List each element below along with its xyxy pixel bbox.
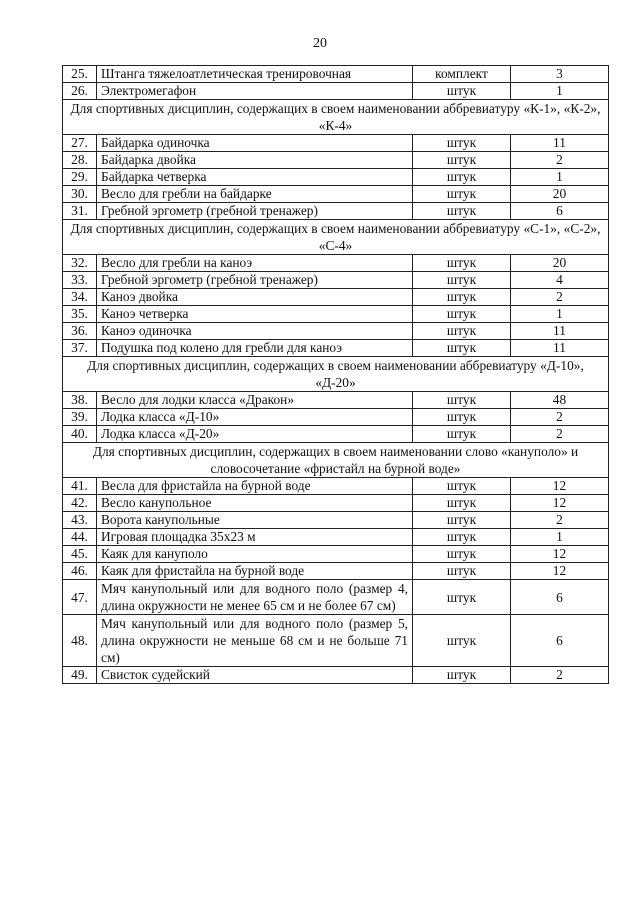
item-unit: штук [413,83,511,100]
section-header: Для спортивных дисциплин, содержащих в своем наименовании аббревиатуру «Д-10», «Д-20» [63,357,609,392]
item-unit: штук [413,135,511,152]
item-quantity: 2 [511,426,609,443]
item-quantity: 2 [511,667,609,684]
item-quantity: 11 [511,323,609,340]
table-row [63,392,609,409]
row-number: 36. [63,323,97,340]
table-row [63,83,609,100]
table-row [63,255,609,272]
section-header: Для спортивных дисциплин, содержащих в своем наименовании аббревиатуру «К-1», «К-2», «К-4» [63,100,609,135]
item-quantity: 6 [511,203,609,220]
item-unit: штук [413,340,511,357]
table-row [63,289,609,306]
item-unit: штук [413,255,511,272]
item-unit: штук [413,409,511,426]
row-number: 32. [63,255,97,272]
table-row [63,306,609,323]
item-unit: комплект [413,66,511,83]
item-quantity: 2 [511,512,609,529]
table-row [63,512,609,529]
row-number: 35. [63,306,97,323]
item-unit: штук [413,478,511,495]
table-row [63,152,609,169]
table-row [63,186,609,203]
row-number: 48. [63,615,97,667]
table-row [63,135,609,152]
table-body [63,66,609,684]
row-number: 46. [63,563,97,580]
item-name: Электромегафон [97,83,413,100]
item-name: Байдарка двойка [97,152,413,169]
item-name: Игровая площадка 35х23 м [97,529,413,546]
item-quantity: 11 [511,340,609,357]
row-number: 30. [63,186,97,203]
item-quantity: 20 [511,186,609,203]
item-name: Лодка класса «Д-20» [97,426,413,443]
row-number: 31. [63,203,97,220]
table-row [63,409,609,426]
row-number: 26. [63,83,97,100]
table-row [63,667,609,684]
item-quantity: 6 [511,580,609,615]
item-unit: штук [413,529,511,546]
item-unit: штук [413,152,511,169]
table-row [63,563,609,580]
item-quantity: 3 [511,66,609,83]
item-unit: штук [413,495,511,512]
item-unit: штук [413,272,511,289]
item-quantity: 12 [511,495,609,512]
item-unit: штук [413,563,511,580]
item-unit: штук [413,306,511,323]
row-number: 39. [63,409,97,426]
table-row [63,426,609,443]
item-name: Каноэ четверка [97,306,413,323]
item-quantity: 2 [511,289,609,306]
item-name: Байдарка четверка [97,169,413,186]
item-quantity: 1 [511,83,609,100]
item-name: Каноэ одиночка [97,323,413,340]
item-unit: штук [413,186,511,203]
row-number: 42. [63,495,97,512]
table-row [63,615,609,667]
item-name: Ворота канупольные [97,512,413,529]
item-unit: штук [413,615,511,667]
section-header: Для спортивных дисциплин, содержащих в своем наименовании слово «кануполо» и словосочетание «фристайл на бурной воде» [63,443,609,478]
row-number: 40. [63,426,97,443]
item-quantity: 2 [511,152,609,169]
item-name: Свисток судейский [97,667,413,684]
table-row [63,478,609,495]
item-name: Каноэ двойка [97,289,413,306]
item-quantity: 1 [511,306,609,323]
row-number: 33. [63,272,97,289]
section-header-row [63,100,609,135]
row-number: 41. [63,478,97,495]
item-name: Подушка под колено для гребли для каноэ [97,340,413,357]
table-row [63,203,609,220]
item-quantity: 1 [511,529,609,546]
item-name: Мяч канупольный или для водного поло (размер 5, длина окружности не меньше 68 см и не больше 71 см) [97,615,413,667]
table-row [63,529,609,546]
row-number: 37. [63,340,97,357]
section-header-row [63,220,609,255]
item-quantity: 2 [511,409,609,426]
item-unit: штук [413,289,511,306]
row-number: 49. [63,667,97,684]
item-name: Лодка класса «Д-10» [97,409,413,426]
item-unit: штук [413,667,511,684]
table-row [63,66,609,83]
row-number: 25. [63,66,97,83]
table-row [63,495,609,512]
equipment-table [62,65,609,684]
item-name: Гребной эргометр (гребной тренажер) [97,203,413,220]
item-quantity: 20 [511,255,609,272]
page-number: 20 [313,36,327,51]
item-unit: штук [413,203,511,220]
row-number: 29. [63,169,97,186]
section-header-row [63,443,609,478]
section-header-row [63,357,609,392]
row-number: 34. [63,289,97,306]
row-number: 43. [63,512,97,529]
section-header: Для спортивных дисциплин, содержащих в своем наименовании аббревиатуру «С-1», «С-2», «С-4» [63,220,609,255]
table-row [63,169,609,186]
row-number: 28. [63,152,97,169]
item-name: Байдарка одиночка [97,135,413,152]
item-name: Весла для фристайла на бурной воде [97,478,413,495]
row-number: 45. [63,546,97,563]
table-row [63,272,609,289]
item-name: Весло для гребли на байдарке [97,186,413,203]
item-unit: штук [413,580,511,615]
item-unit: штук [413,169,511,186]
row-number: 38. [63,392,97,409]
item-unit: штук [413,426,511,443]
item-unit: штук [413,546,511,563]
item-quantity: 4 [511,272,609,289]
item-unit: штук [413,392,511,409]
table-row [63,546,609,563]
row-number: 44. [63,529,97,546]
item-name: Весло канупольное [97,495,413,512]
row-number: 47. [63,580,97,615]
item-name: Гребной эргометр (гребной тренажер) [97,272,413,289]
item-name: Весло для лодки класса «Дракон» [97,392,413,409]
item-name: Весло для гребли на каноэ [97,255,413,272]
item-quantity: 48 [511,392,609,409]
item-quantity: 12 [511,478,609,495]
item-name: Штанга тяжелоатлетическая тренировочная [97,66,413,83]
item-quantity: 12 [511,546,609,563]
item-quantity: 12 [511,563,609,580]
table-row [63,323,609,340]
item-quantity: 1 [511,169,609,186]
table-row [63,580,609,615]
item-name: Каяк для фристайла на бурной воде [97,563,413,580]
item-unit: штук [413,512,511,529]
row-number: 27. [63,135,97,152]
item-quantity: 6 [511,615,609,667]
table-row [63,340,609,357]
item-name: Мяч канупольный или для водного поло (размер 4, длина окружности не менее 65 см и не более 67 см) [97,580,413,615]
item-name: Каяк для кануполо [97,546,413,563]
item-quantity: 11 [511,135,609,152]
item-unit: штук [413,323,511,340]
